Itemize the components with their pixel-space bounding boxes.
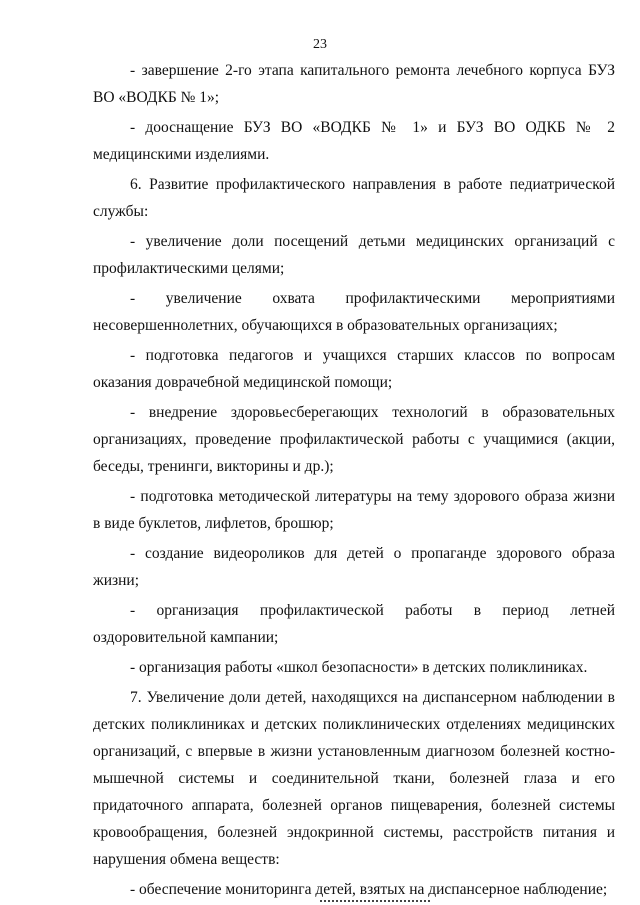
paragraph-videos: - создание видеороликов для детей о пропаганде здорового образа жизни; [93,545,615,589]
paragraph-safety-schools: - организация работы «школ безопасности» в детских поликлиниках. [130,659,588,676]
paragraph-section-6-heading: 6. Развитие профилактического направления в работе педиатрической службы: [93,176,615,220]
paragraph-section-7-heading: 7. Увеличение доли детей, находящихся на диспансерном наблюдении в детских поликлиниках и детских поликлинических отделениях медицинских организаций, с впервые в жизни установленным диагнозом болезней костно-мышечной системы и соединительной ткани, болезней глаза и его придаточного аппарата, болезней органов пищеварения, болезней системы кровообращения, болезней эндокринной системы, расстройств питания и нарушения обмена веществ: [93,689,615,868]
paragraph-repair-completion: - завершение 2-го этапа капитального ремонта лечебного корпуса БУЗ ВО «ВОДКБ № 1»; [93,62,615,106]
bottom-edge-artifact [320,900,430,905]
paragraph-teacher-training: - подготовка педагогов и учащихся старших классов по вопросам оказания доврачебной медицинской помощи; [93,347,615,391]
document-body [93,57,615,903]
page-number: 23 [313,37,327,52]
paragraph-monitoring: - обеспечение мониторинга детей, взятых на диспансерное наблюдение; [130,881,608,898]
paragraph-summer-campaign: - организация профилактической работы в период летней оздоровительной кампании; [93,602,615,646]
paragraph-coverage: - увеличение охвата профилактическими мероприятиями несовершеннолетних, обучающихся в образовательных организациях; [93,290,615,334]
paragraph-literature: - подготовка методической литературы на тему здорового образа жизни в виде буклетов, лифлетов, брошюр; [93,488,615,532]
paragraph-equipment: - дооснащение БУЗ ВО «ВОДКБ № 1» и БУЗ ВО ОДКБ № 2 медицинскими изделиями. [93,119,615,163]
paragraph-visits-share: - увеличение доли посещений детьми медицинских организаций с профилактическими целями; [93,233,615,277]
paragraph-health-technologies: - внедрение здоровьесберегающих технологий в образовательных организациях, проведение профилактической работы с учащимися (акции, беседы, тренинги, викторины и др.); [93,404,615,475]
